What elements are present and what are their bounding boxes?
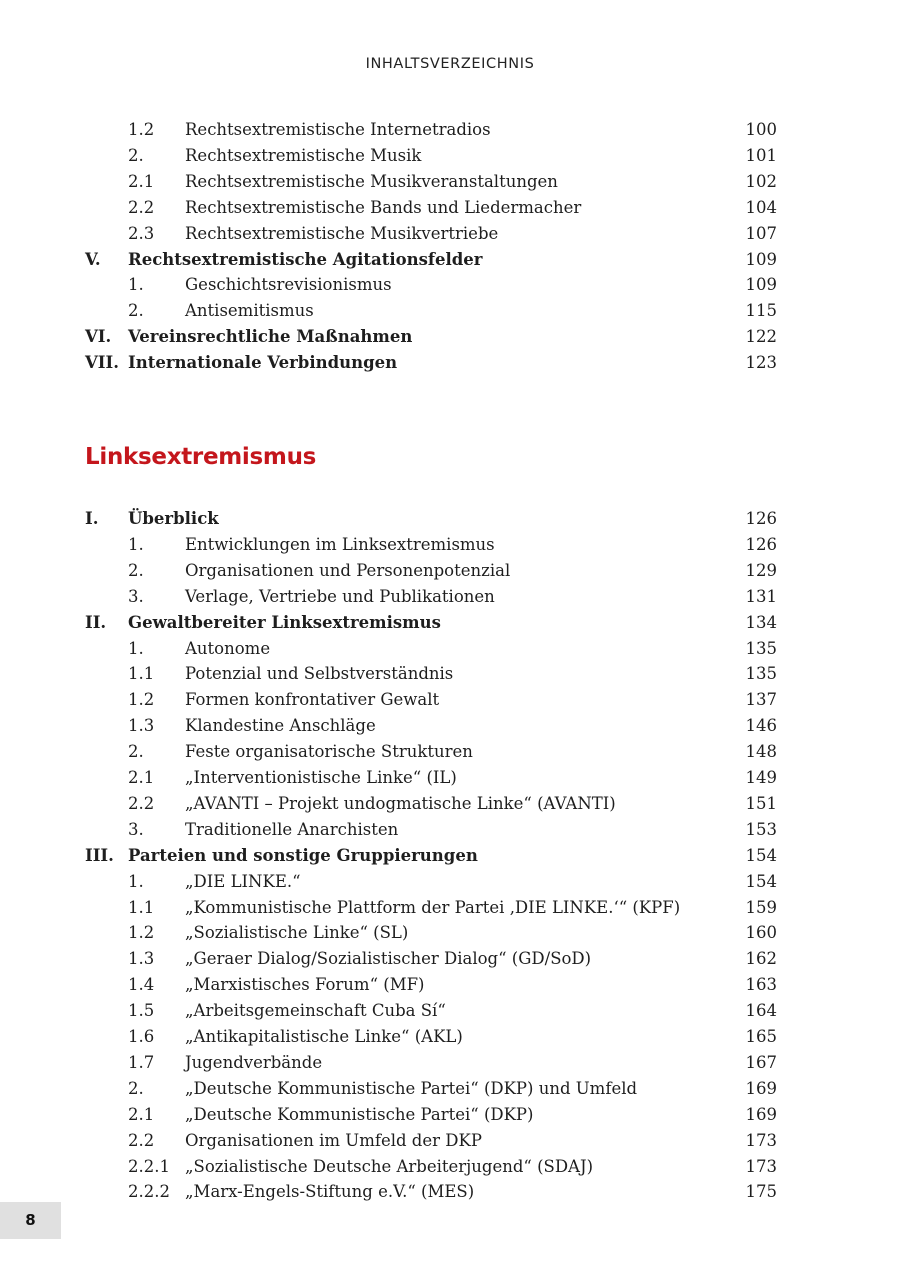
toc-entry-number: I.	[85, 509, 99, 528]
toc-entry-title: Geschichtsrevisionismus	[185, 275, 392, 295]
toc-entry-number: 2.1	[128, 171, 155, 191]
toc-entry[interactable]	[0, 272, 900, 298]
toc-entry-page: 159	[745, 897, 777, 917]
toc-entry-number: 1.	[128, 871, 144, 891]
toc-entry-title: Klandestine Anschläge	[185, 716, 376, 736]
toc-entry-page: 137	[745, 690, 777, 710]
toc-entry-number: II.	[85, 612, 107, 632]
toc-entry-number: 1.	[128, 638, 144, 658]
toc-entry-page: 100	[745, 120, 777, 139]
toc-entry-page: 109	[745, 249, 777, 269]
toc-entry[interactable]	[0, 1024, 900, 1050]
toc-entry-page: 163	[745, 975, 777, 995]
toc-entry-number: 2.1	[128, 768, 155, 787]
toc-entry-page: 148	[745, 742, 777, 762]
toc-entry-number: 2.	[128, 301, 144, 321]
toc-entry-number: 2.2.1	[128, 1156, 170, 1176]
toc-entry-page: 135	[745, 664, 777, 684]
toc-entry-number: 3.	[128, 586, 144, 606]
toc-entry-title: „Sozialistische Linke“ (SL)	[185, 923, 409, 943]
toc-entry-number: 1.7	[128, 1052, 155, 1072]
toc-entry-page: 165	[745, 1027, 777, 1046]
toc-entry[interactable]	[0, 532, 900, 558]
toc-entry-title: Autonome	[185, 638, 271, 658]
toc-entry-page: 149	[745, 768, 777, 787]
toc-chapter-entry[interactable]	[0, 610, 900, 636]
toc-entry[interactable]	[0, 739, 900, 765]
toc-entry-title: „Geraer Dialog/Sozialistischer Dialog“ (GD/SoD)	[185, 949, 592, 969]
toc-entry-page: 115	[745, 301, 777, 321]
toc-entry-title: Organisationen im Umfeld der DKP	[185, 1130, 482, 1150]
toc-entry[interactable]	[0, 765, 900, 791]
toc-entry-page: 134	[745, 612, 777, 632]
toc-entry[interactable]	[0, 636, 900, 662]
toc-entry-number: 1.4	[128, 975, 155, 995]
toc-entry[interactable]	[0, 1076, 900, 1102]
toc-entry-title: „Deutsche Kommunistische Partei“ (DKP) und Umfeld	[185, 1078, 638, 1098]
toc-entry-title: Verlage, Vertriebe und Publikationen	[185, 586, 495, 606]
toc-entry-page: 173	[745, 1156, 777, 1176]
toc-entry-page: 126	[745, 534, 777, 554]
toc-entry-number: 1.	[128, 275, 144, 295]
toc-entry[interactable]	[0, 143, 900, 169]
toc-entry-title: „Marxistisches Forum“ (MF)	[185, 975, 425, 995]
toc-chapter-entry[interactable]	[0, 247, 900, 273]
toc-entry[interactable]	[0, 169, 900, 195]
toc-entry[interactable]	[0, 920, 900, 946]
toc-chapter-entry[interactable]	[0, 843, 900, 869]
toc-entry[interactable]	[0, 661, 900, 687]
toc-entry-page: 151	[745, 793, 777, 813]
toc-entry[interactable]	[0, 972, 900, 998]
toc-entry-page: 169	[745, 1078, 777, 1098]
toc-entry[interactable]	[0, 998, 900, 1024]
toc-entry-title: Traditionelle Anarchisten	[185, 819, 399, 839]
toc-chapter-entry[interactable]	[0, 350, 900, 376]
toc-entry-page: 102	[745, 171, 777, 191]
toc-entry-number: 1.1	[128, 664, 155, 684]
toc-entry[interactable]	[0, 817, 900, 843]
toc-entry-number: 3.	[128, 819, 144, 839]
toc-entry-number: 1.1	[128, 897, 155, 917]
toc-entry-page: 109	[745, 275, 777, 295]
toc-entry[interactable]	[0, 869, 900, 895]
toc-entry-title: Formen konfrontativer Gewalt	[185, 690, 440, 710]
toc-entry-number: 2.	[128, 145, 144, 165]
toc-entry-title: „DIE LINKE.“	[185, 871, 301, 891]
toc-entry-title: Überblick	[128, 509, 219, 528]
toc-entry-number: 2.3	[128, 223, 155, 243]
toc-entry-page: 173	[745, 1130, 777, 1150]
toc-entry[interactable]	[0, 195, 900, 221]
toc-entry-number: 1.2	[128, 923, 155, 943]
toc-entry[interactable]	[0, 713, 900, 739]
toc-entry[interactable]	[0, 221, 900, 247]
toc-entry-page: 129	[745, 560, 777, 580]
toc-entry-page: 104	[745, 197, 777, 217]
toc-entry-page: 126	[745, 509, 777, 528]
toc-entry-title: Rechtsextremistische Musik	[185, 145, 422, 165]
toc-entry-number: 2.	[128, 1078, 144, 1098]
toc-entry-title: Jugendverbände	[185, 1052, 323, 1072]
toc-entry-page: 101	[745, 145, 777, 165]
toc-entry-title: Internationale Verbindungen	[128, 353, 398, 373]
toc-entry[interactable]	[0, 895, 900, 921]
toc-entry[interactable]	[0, 584, 900, 610]
toc-entry-page: 162	[745, 949, 777, 969]
toc-entry-number: 2.1	[128, 1104, 155, 1124]
running-head: INHALTSVERZEICHNIS	[365, 56, 535, 72]
toc-entry-number: 1.2	[128, 690, 155, 710]
toc-entry-number: 1.5	[128, 1001, 155, 1021]
toc-chapter-entry[interactable]	[0, 324, 900, 350]
toc-entry-page: 123	[745, 353, 777, 373]
toc-entry-title: Organisationen und Personenpotenzial	[185, 560, 511, 580]
toc-entry[interactable]	[0, 1102, 900, 1128]
toc-entry[interactable]	[0, 1128, 900, 1154]
toc-entry-title: Rechtsextremistische Bands und Liedermacher	[185, 197, 582, 217]
toc-entry-title: Parteien und sonstige Gruppierungen	[128, 845, 478, 865]
toc-entry-title: „Marx-Engels-Stiftung e.V.“ (MES)	[185, 1182, 475, 1202]
toc-entry-number: 1.2	[128, 120, 155, 139]
toc-entry-title: Gewaltbereiter Linksextremismus	[128, 612, 441, 632]
toc-entry-number: 1.	[128, 534, 144, 554]
toc-entry[interactable]	[0, 558, 900, 584]
toc-entry-number: III.	[85, 845, 114, 865]
toc-entry-number: 1.6	[128, 1027, 155, 1046]
toc-entry-page: 154	[745, 845, 777, 865]
toc-entry-title: „Antikapitalistische Linke“ (AKL)	[185, 1027, 463, 1046]
toc-entry-number: 1.3	[128, 949, 155, 969]
toc-entry[interactable]	[0, 117, 900, 143]
toc-entry[interactable]	[0, 1154, 900, 1180]
toc-entry-title: Rechtsextremistische Agitationsfelder	[128, 249, 483, 269]
toc-entry-number: 2.	[128, 742, 144, 762]
toc-entry-number: 2.2	[128, 793, 155, 813]
toc-entry-number: VI.	[85, 327, 112, 347]
toc-entry-title: „Arbeitsgemeinschaft Cuba Sí“	[185, 1001, 446, 1021]
toc-entry-number: 1.3	[128, 716, 155, 736]
toc-entry-page: 175	[745, 1182, 777, 1202]
toc-entry[interactable]	[0, 687, 900, 713]
toc-entry-title: Rechtsextremistische Internetradios	[185, 120, 491, 139]
toc-entry-page: 167	[745, 1052, 777, 1072]
toc-entry[interactable]	[0, 298, 900, 324]
toc-entry-page: 169	[745, 1104, 777, 1124]
toc-entry-title: „Interventionistische Linke“ (IL)	[185, 768, 457, 787]
toc-entry-title: „Kommunistische Plattform der Partei ‚DIE LINKE.‘“ (KPF)	[185, 897, 681, 917]
toc-entry-title: „Sozialistische Deutsche Arbeiterjugend“ (SDAJ)	[185, 1156, 594, 1176]
toc-entry[interactable]	[0, 791, 900, 817]
toc-entry-title: Feste organisatorische Strukturen	[185, 742, 473, 762]
toc-entry-page: 153	[745, 819, 777, 839]
toc-entry-number: VII.	[85, 353, 119, 373]
toc-entry-title: „AVANTI – Projekt undogmatische Linke“ (AVANTI)	[185, 793, 616, 813]
toc-entry-page: 122	[745, 327, 777, 347]
toc-entry-number: V.	[85, 249, 101, 269]
toc-entry-title: Vereinsrechtliche Maßnahmen	[128, 327, 413, 347]
toc-entry-page: 154	[745, 871, 777, 891]
toc-entry-page: 107	[745, 223, 777, 243]
toc-entry[interactable]	[0, 946, 900, 972]
toc-entry-number: 2.2.2	[128, 1182, 170, 1202]
toc-entry-number: 2.	[128, 560, 144, 580]
toc-entry-title: Rechtsextremistische Musikveranstaltungen	[185, 171, 558, 191]
toc-entry-title: Rechtsextremistische Musikvertriebe	[185, 223, 499, 243]
toc-entry-number: 2.2	[128, 1130, 155, 1150]
toc-chapter-entry[interactable]	[0, 506, 900, 532]
toc-entry-title: Potenzial und Selbstverständnis	[185, 664, 454, 684]
toc-entry-page: 164	[745, 1001, 777, 1021]
toc-entry-title: „Deutsche Kommunistische Partei“ (DKP)	[185, 1104, 534, 1124]
toc-entry-page: 146	[745, 716, 777, 736]
toc-entry-page: 160	[745, 923, 777, 943]
toc-entry-page: 135	[745, 638, 777, 658]
toc-entry-page: 131	[745, 586, 777, 606]
toc-entry-number: 2.2	[128, 197, 155, 217]
toc-entry[interactable]	[0, 1050, 900, 1076]
toc-entry-title: Entwicklungen im Linksextremismus	[185, 534, 495, 554]
toc-entry-title: Antisemitismus	[185, 301, 314, 321]
section-title: Linksextremismus	[85, 444, 317, 470]
page-number: 8	[25, 1211, 36, 1229]
toc-entry[interactable]	[0, 1179, 900, 1205]
